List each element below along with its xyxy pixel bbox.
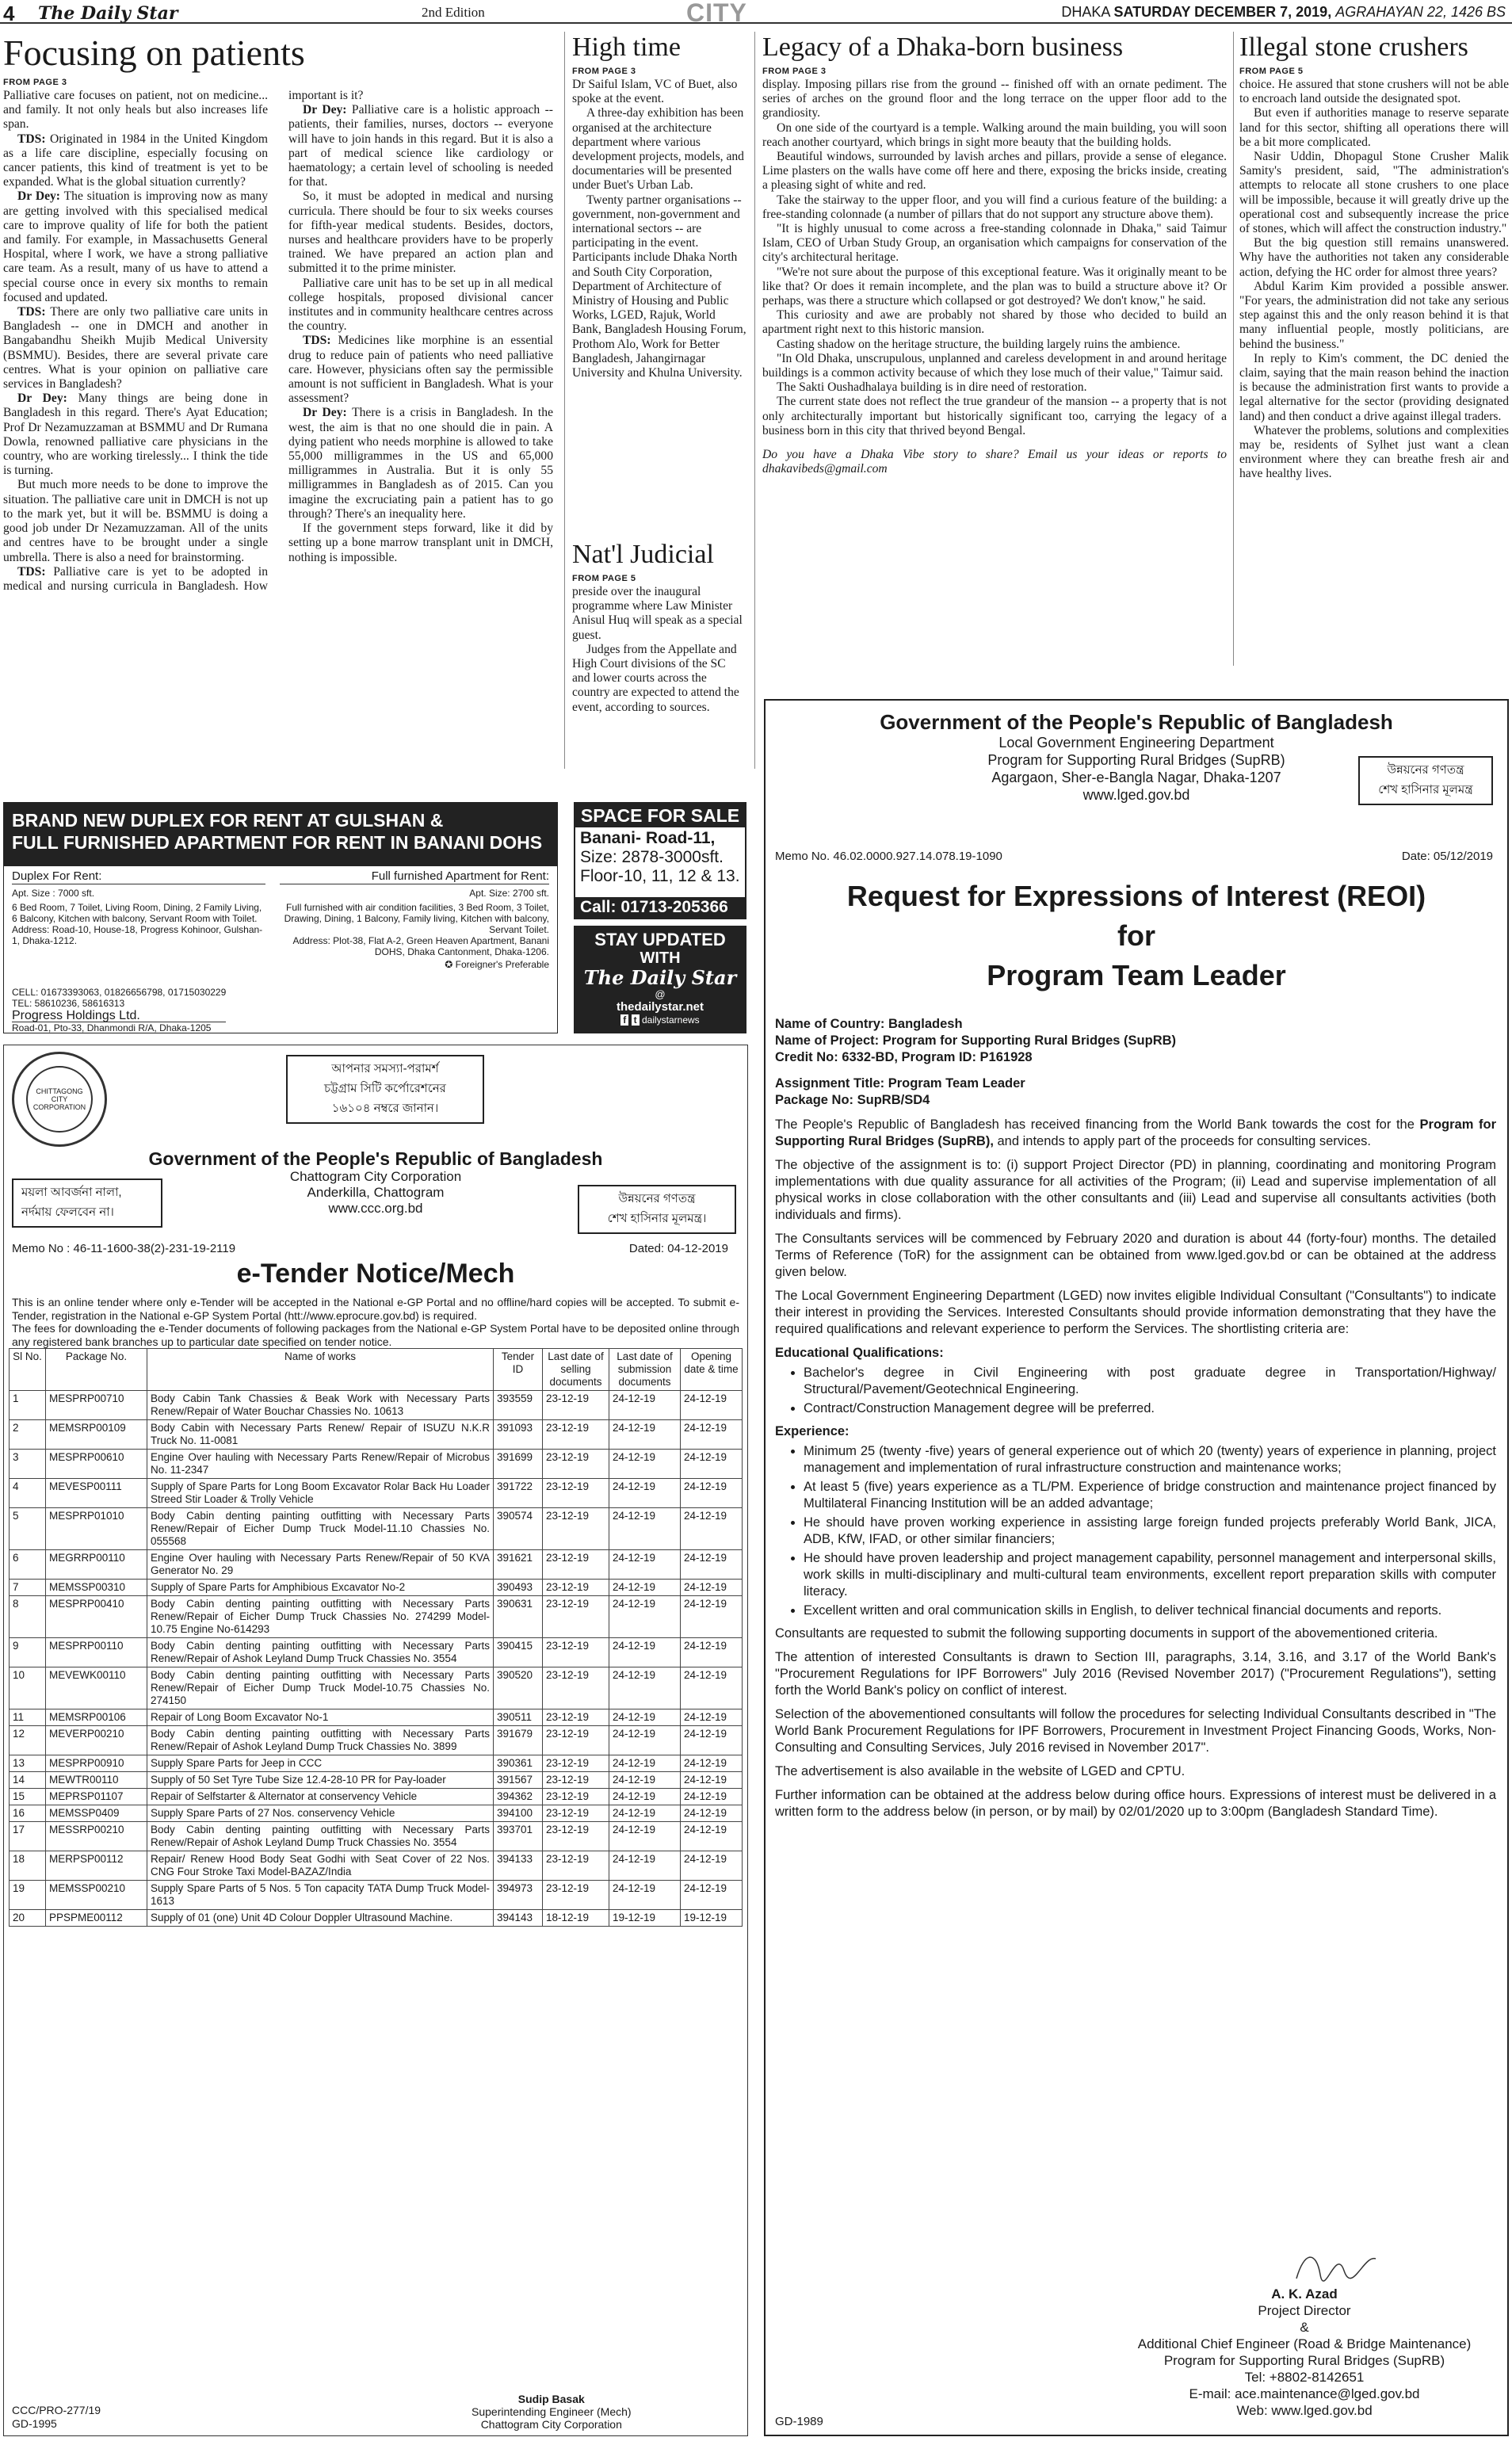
table-cell: Body Cabin denting painting outfitting with Necessary Parts Renew/Repair of Eicher Dump Truck Chassies No. 274299 Model-10.75 Engine No-614293 bbox=[147, 1596, 494, 1638]
paragraph: The Sakti Oushadhalaya building is in dire need of restoration. bbox=[777, 380, 1087, 395]
table-cell: 391699 bbox=[494, 1450, 543, 1479]
table-row bbox=[10, 1550, 743, 1580]
paragraph: TDS: There are only two palliative care units in Bangladesh -- one in DMCH and another in Bangabandhu Sheikh Mujib Medical University (BSMMU). Besides, there are several private care centres. What is your opinion on palliative care services in Bangladesh? bbox=[3, 305, 268, 392]
list-item: • Minimum 25 (twenty -five) years of general experience out of which 20 (twenty) years of experience in planning, project management and implementation of rural infrastructure construction and maintenance works; bbox=[804, 1443, 1496, 1476]
article-body bbox=[762, 78, 1227, 438]
article-focusing-on-patients bbox=[3, 32, 553, 769]
column-divider bbox=[1233, 32, 1234, 666]
table-cell: 391679 bbox=[494, 1726, 543, 1755]
table-row bbox=[10, 1881, 743, 1910]
table-cell: Body Cabin denting painting outfitting with Necessary Parts Renew/Repair of Eicher Dump Truck Model-11.10 Chassies No. 055568 bbox=[147, 1508, 494, 1550]
article-body bbox=[3, 89, 553, 594]
table-cell: 24-12-19 bbox=[609, 1580, 681, 1596]
table-cell: MESPRP00710 bbox=[46, 1391, 147, 1420]
column-header: Name of works bbox=[147, 1349, 494, 1391]
table-cell: 23-12-19 bbox=[543, 1450, 609, 1479]
table-cell: 5 bbox=[10, 1508, 46, 1550]
article-headline: High time bbox=[572, 32, 681, 62]
ad-headline: BRAND NEW DUPLEX FOR RENT AT GULSHAN & FULL FURNISHED APARTMENT FOR RENT IN BANANI DOHS bbox=[4, 803, 557, 866]
paragraph: On one side of the courtyard is a temple. Walking around the main building, you will soon reach another courtyard, which brings in sight more beauty that the building holds. bbox=[762, 120, 1227, 149]
table-row bbox=[10, 1667, 743, 1709]
table-cell: 6 bbox=[10, 1550, 46, 1580]
article-legacy-business bbox=[762, 32, 1227, 666]
paragraph: TDS: Palliative care is yet to be adopted in medical and nursing curricula in Bangladesh. How important is it? bbox=[3, 89, 364, 593]
table-cell: 24-12-19 bbox=[609, 1881, 681, 1910]
table-cell: 24-12-19 bbox=[609, 1822, 681, 1851]
article-headline: Nat'l Judicial bbox=[572, 540, 714, 569]
table-cell: 10 bbox=[10, 1667, 46, 1709]
table-cell: 23-12-19 bbox=[543, 1667, 609, 1709]
table-cell: 24-12-19 bbox=[681, 1638, 743, 1667]
ccc-seal: CHITTAGONG CITY CORPORATION bbox=[12, 1052, 107, 1147]
education-list bbox=[804, 1365, 1496, 1417]
paragraph: Dr Dey: Many things are being done in Bangladesh in this regard. There's Ayat Education; Prof Dr Nezamuzzaman at BSMMU and Dr Rumana Dowla, renowned palliative care physicians in the country, who are working tirelessly... I think the tide is turning. bbox=[3, 392, 268, 478]
table-cell: 24-12-19 bbox=[681, 1709, 743, 1726]
table-row bbox=[10, 1450, 743, 1479]
paragraph: TDS: Medicines like morphine is an essential drug to reduce pain of patients who need palliative care. However, physicians often say the permissible amount is not sufficient in Bangladesh. What is your assessment? bbox=[288, 334, 553, 406]
table-row bbox=[10, 1789, 743, 1805]
list-item: • Bachelor's degree in Civil Engineering with post graduate degree in Transportation/Highway/ Structural/Pavement/Geotechnical Engineering. bbox=[804, 1365, 1496, 1398]
from-page: FROM PAGE 5 bbox=[572, 574, 636, 583]
table-cell: MESPRP01010 bbox=[46, 1508, 147, 1550]
table-cell: 24-12-19 bbox=[609, 1479, 681, 1508]
paragraph: display. Imposing pillars rise from the ground -- finished off with an ornate pediment. The series of arches on the ground floor and the long terrace on the upper floor add to the grandiosity. bbox=[762, 78, 1227, 120]
table-cell: Repair/ Renew Hood Body Seat Godhi with Seat Cover of 22 Nos. CNG Four Stroke Taxi Model-BAZAZ/India bbox=[147, 1851, 494, 1881]
paragraph: But even if authorities manage to reserve separate land for this sector, shifting all operations there will be a bit more complicated. bbox=[1239, 106, 1509, 149]
experience-list bbox=[804, 1443, 1496, 1619]
table-cell: 17 bbox=[10, 1822, 46, 1851]
table-cell: 24-12-19 bbox=[609, 1391, 681, 1420]
table-cell: 24-12-19 bbox=[681, 1789, 743, 1805]
ad-right-title: Full furnished Apartment for Rent: bbox=[280, 871, 549, 884]
table-row bbox=[10, 1420, 743, 1450]
table-cell: 19-12-19 bbox=[609, 1910, 681, 1927]
paragraph: The current state does not reflect the true grandeur of the mansion -- a property that is not only architecturally important but historically significant too, carrying the legacy of a business born in this city that thrived beyond Bengal. bbox=[762, 395, 1227, 437]
table-cell: 18-12-19 bbox=[543, 1910, 609, 1927]
paragraph: Twenty partner organisations -- government, non-government and international sectors -- are participating in the event. Participants include Dhaka North and South City Corporation, Department of Architecture of Ministry of Housing and Public Works, LGED, Rajuk, World Bank, Bangladesh Housing Forum, Prothom Alo, Work for Better Bangladesh, Jahangirnagar University and Khulna University. bbox=[572, 193, 746, 380]
table-cell: 4 bbox=[10, 1479, 46, 1508]
paragraph: Palliative care unit has to be set up in all medical college hospitals, proposed divisional cancer institutes and in community healthcare centres across the country. bbox=[288, 276, 553, 334]
table-row bbox=[10, 1772, 743, 1789]
section-title: CITY bbox=[686, 0, 747, 27]
table-row bbox=[10, 1805, 743, 1822]
paragraph: Abdul Karim Kim provided a possible answer. "For years, the administration did not take any serious step against this and the only reason behind it is that many influential people, mostly politicians, are behind the business." bbox=[1239, 279, 1509, 351]
paragraph: Beautiful windows, surrounded by lavish arches and pillars, provide a sense of elegance. Lime plasters on the walls have come off here and there, exposing the bricks inside, creating a pleasing sight of white and red. bbox=[762, 150, 1227, 193]
table-cell: 390574 bbox=[494, 1508, 543, 1550]
table-cell: 23-12-19 bbox=[543, 1805, 609, 1822]
table-cell: 390511 bbox=[494, 1709, 543, 1726]
table-cell: 24-12-19 bbox=[681, 1851, 743, 1881]
signature-scribble bbox=[1289, 2243, 1384, 2290]
paragraph: "We're not sure about the purpose of this exceptional feature. Was it originally meant to be like that? Or does it remain incomplete, and the plan was to build a structure above it? Or perhaps, was there a structure which collapsed or got destroyed? We don't know," he said. bbox=[762, 265, 1227, 308]
table-cell: 24-12-19 bbox=[609, 1805, 681, 1822]
table-cell: Engine Over hauling with Necessary Parts Renew/Repair of 50 KVA Generator No. 29 bbox=[147, 1550, 494, 1580]
table-cell: 24-12-19 bbox=[681, 1420, 743, 1450]
table-cell: MEVEWK00110 bbox=[46, 1667, 147, 1709]
table-cell: 390493 bbox=[494, 1580, 543, 1596]
article-high-time bbox=[572, 32, 746, 531]
table-cell: 23-12-19 bbox=[543, 1726, 609, 1755]
table-cell: 24-12-19 bbox=[609, 1596, 681, 1638]
table-cell: Supply of Spare Parts for Amphibious Excavator No-2 bbox=[147, 1580, 494, 1596]
reoi-gov: Government of the People's Republic of Bangladesh bbox=[880, 710, 1393, 734]
table-cell: 23-12-19 bbox=[543, 1420, 609, 1450]
article-body bbox=[572, 585, 746, 715]
table-cell: PPSPME00112 bbox=[46, 1910, 147, 1927]
table-cell: 24-12-19 bbox=[609, 1851, 681, 1881]
list-item: • At least 5 (five) years experience as a TL/PM. Experience of bridge construction and maintenance project financed by Multilateral Financing Institution will be an added advantage; bbox=[804, 1479, 1496, 1512]
masthead bbox=[0, 0, 1512, 27]
table-cell: Body Cabin denting painting outfitting with Necessary Parts Renew/Repair of Ashok Leyland Dump Truck Chassies No. 3899 bbox=[147, 1726, 494, 1755]
table-cell: 394362 bbox=[494, 1789, 543, 1805]
duplex-rent-ad: BRAND NEW DUPLEX FOR RENT AT GULSHAN & FULL FURNISHED APARTMENT FOR RENT IN BANANI DOHS Duplex For Rent: Apt. Size : 7000 sft. 6 Bed Room, 7 Toilet, Living Room, Dining, 2 Family Living, 6 Balcony, Kitchen with balcony, Servant Room with Toilet. Address: Road-10, House-18, Progress Kohinoor, Gulshan-1, Dhaka-1212. Full furnished Apartment for Rent: Apt. Size: 2700 sft. Full furnished with air condition facilities, 3 Bed Room, 3 Toilet, Drawing, Dining, 1 Balcony, Family living, Kitchen with balcony, Servant Toilet. Address: Plot-38, Flat A-2, Green Heaven Apartment, Banani DOHS, Dhaka Cantonment, Dhaka-1206. ✪ Foreigner's Preferable CELL: 01673393063, 01826656798, 01715030229 TEL: 58610236, 58616313 Progress Holdings Ltd. Road-01, Pto-33, Dhanmondi R/A, Dhaka-1205 bbox=[3, 802, 558, 1033]
paragraph: Nasir Uddin, Dhopagul Stone Crusher Malik Samity's president, said, "The administration's attempts to relocate all stone crushers to one place will be impossible, because it will greatly drive up the operational cost and subsequently increase the price of stones, which will affect the construction industry." bbox=[1239, 150, 1509, 236]
table-cell: 23-12-19 bbox=[543, 1755, 609, 1772]
table-cell: 24-12-19 bbox=[609, 1638, 681, 1667]
table-row bbox=[10, 1580, 743, 1596]
column-divider bbox=[564, 32, 565, 769]
paragraph: TDS: Originated in 1984 in the United Kingdom as a life care discipline, especially focusing on cancer patients, this kind of treatment is yet to be expanded. What is the global situation currently? bbox=[3, 132, 268, 189]
table-cell: 24-12-19 bbox=[609, 1420, 681, 1450]
table-cell: Repair of Long Boom Excavator No-1 bbox=[147, 1709, 494, 1726]
table-cell: 23-12-19 bbox=[543, 1391, 609, 1420]
table-cell: 24-12-19 bbox=[681, 1755, 743, 1772]
table-cell: 24-12-19 bbox=[681, 1450, 743, 1479]
tender-title: e-Tender Notice/Mech bbox=[236, 1259, 515, 1289]
table-cell: MESSRP00210 bbox=[46, 1822, 147, 1851]
paragraph: Dr Dey: There is a crisis in Bangladesh. In the west, the aim is that no one should die in pain. A dying patient who needs morphine is allowed to take 55,000 milligrammes in the US and 65,000 milligrammes in Australia. But it is only 55 milligrammes in Bangladesh as of 2015. Can you imagine the excruciating pain a patient has to go through? There's an inequality here. bbox=[288, 406, 553, 521]
table-cell: 23-12-19 bbox=[543, 1479, 609, 1508]
table-cell: MEMSSP00210 bbox=[46, 1881, 147, 1910]
tender-gov: Government of the People's Republic of Bangladesh bbox=[148, 1148, 603, 1169]
paragraph: In reply to Kim's comment, the DC denied the claim, saying that the main reason behind the inaction is because the administration first wants to provide a legal alternative for the sector (providing designated land) and then conduct a drive against illegal traders. bbox=[1239, 351, 1509, 423]
table-cell: 23-12-19 bbox=[543, 1709, 609, 1726]
table-cell: 18 bbox=[10, 1851, 46, 1881]
table-cell: 16 bbox=[10, 1805, 46, 1822]
table-cell: MESPRP00410 bbox=[46, 1596, 147, 1638]
table-cell: MESPRP00110 bbox=[46, 1638, 147, 1667]
table-cell: 391567 bbox=[494, 1772, 543, 1789]
table-cell: 23-12-19 bbox=[543, 1851, 609, 1881]
table-cell: 24-12-19 bbox=[681, 1596, 743, 1638]
table-cell: 1 bbox=[10, 1391, 46, 1420]
table-cell: Body Cabin Tank Chassies & Beak Work with Necessary Parts Renew/Repair of Water Bouchar Chassies No. 10613 bbox=[147, 1391, 494, 1420]
table-cell: 24-12-19 bbox=[681, 1667, 743, 1709]
table-row bbox=[10, 1391, 743, 1420]
table-cell: 24-12-19 bbox=[681, 1479, 743, 1508]
table-cell: 12 bbox=[10, 1726, 46, 1755]
table-cell: 24-12-19 bbox=[609, 1450, 681, 1479]
table-cell: 390520 bbox=[494, 1667, 543, 1709]
table-cell: MEMSRP00109 bbox=[46, 1420, 147, 1450]
ad-left-title: Duplex For Rent: bbox=[12, 871, 265, 884]
paragraph: Palliative care focuses on patient, not on medicine... and family. It not only heals but also increases life span. bbox=[3, 89, 268, 132]
table-cell: Supply Spare Parts of 27 Nos. conservency Vehicle bbox=[147, 1805, 494, 1822]
tender-table bbox=[9, 1348, 743, 1927]
table-row bbox=[10, 1851, 743, 1881]
table-cell: 19 bbox=[10, 1881, 46, 1910]
table-cell: 394133 bbox=[494, 1851, 543, 1881]
table-row bbox=[10, 1755, 743, 1772]
reoi-signatory: A. K. Azad bbox=[1271, 2286, 1338, 2302]
table-cell: Body Cabin with Necessary Parts Renew/ Repair of ISUZU N.K.R Truck No. 11-0081 bbox=[147, 1420, 494, 1450]
table-row bbox=[10, 1508, 743, 1550]
table-cell: MESPRP00910 bbox=[46, 1755, 147, 1772]
table-cell: MEGRRP00110 bbox=[46, 1550, 147, 1580]
table-cell: Body Cabin denting painting outfitting with Necessary Parts Renew/Repair of Ashok Leyland Dump Truck Chassies No. 3554 bbox=[147, 1822, 494, 1851]
column-header: Opening date & time bbox=[681, 1349, 743, 1391]
table-cell: Body Cabin denting painting outfitting with Necessary Parts Renew/Repair of Ashok Leyland Dump Truck Chassies No. 3554 bbox=[147, 1638, 494, 1667]
paragraph: A three-day exhibition has been organised at the architecture department where various development projects, models, and documentaries will be presented under Buet's Urban Lab. bbox=[572, 106, 744, 193]
table-cell: 23-12-19 bbox=[543, 1772, 609, 1789]
paragraph: Whatever the problems, solutions and complexities may be, residents of Sylhet just want a clean environment where they can breathe fresh air and have healthy lives. bbox=[1239, 423, 1509, 481]
table-cell: 390631 bbox=[494, 1596, 543, 1638]
table-cell: 394973 bbox=[494, 1881, 543, 1910]
table-cell: 24-12-19 bbox=[681, 1580, 743, 1596]
paragraph: Casting shadow on the heritage structure, the building largely ruins the ambience. bbox=[777, 337, 1181, 351]
table-cell: 23-12-19 bbox=[543, 1881, 609, 1910]
facebook-icon: f bbox=[620, 1014, 628, 1026]
column-header: Package No. bbox=[46, 1349, 147, 1391]
table-cell: 23-12-19 bbox=[543, 1596, 609, 1638]
table-cell: 24-12-19 bbox=[609, 1726, 681, 1755]
column-header: Last date of submission documents bbox=[609, 1349, 681, 1391]
table-cell: Supply of 01 (one) Unit 4D Colour Doppler Ultrasound Machine. bbox=[147, 1910, 494, 1927]
table-cell: 24-12-19 bbox=[681, 1772, 743, 1789]
table-row bbox=[10, 1479, 743, 1508]
list-item: • Excellent written and oral communication skills in English, to deliver technical financial documents and reports. bbox=[804, 1603, 1496, 1619]
paragraph: If the government steps forward, like it did by setting up a bone marrow transplant unit in DMCH, nothing is impossible. bbox=[288, 521, 553, 564]
paragraph: This curiosity and awe are probably not shared by those who decided to build an apartment right next to this historic mansion. bbox=[762, 308, 1227, 337]
article-stone-crushers bbox=[1239, 32, 1509, 666]
paper-logo: The Daily Star bbox=[38, 3, 178, 24]
reoi-title: Request for Expressions of Interest (REOI) bbox=[846, 880, 1426, 912]
table-cell: 23-12-19 bbox=[543, 1638, 609, 1667]
article-body bbox=[572, 78, 746, 380]
table-cell: 24-12-19 bbox=[681, 1550, 743, 1580]
reoi-bn-slogan: উন্নয়নের গণতন্ত্র শেখ হাসিনার মূলমন্ত্র bbox=[1358, 756, 1493, 805]
paragraph: Dr Dey: The situation is improving now as many are getting involved with this specialised medical care to improve quality of life for both the patient and family. For example, in Massachusetts General Hospital, where I work, we have a strong palliative care team. As a result, many of us have to attend a special course once in every six months to remain focused and updated. bbox=[3, 189, 268, 304]
table-cell: 23-12-19 bbox=[543, 1550, 609, 1580]
table-cell: 390415 bbox=[494, 1638, 543, 1667]
paragraph: Take the stairway to the upper floor, and you will find a curious feature of the building: a free-standing colonnade (a number of pillars that do not support any structure above them). bbox=[762, 193, 1227, 221]
table-row bbox=[10, 1709, 743, 1726]
tender-signatory: Sudip Basak bbox=[517, 2393, 585, 2405]
dhaka-vibe-footer: Do you have a Dhaka Vibe story to share? Email us your ideas or reports to dhakavibeds@gmail.com bbox=[762, 448, 1227, 476]
table-cell: 24-12-19 bbox=[681, 1391, 743, 1420]
table-cell: 393701 bbox=[494, 1822, 543, 1851]
table-cell: Supply Spare Parts of 5 Nos. 5 Ton capacity TATA Dump Truck Model-1613 bbox=[147, 1881, 494, 1910]
table-cell: 394100 bbox=[494, 1805, 543, 1822]
paragraph: But the big question still remains unanswered. Why have the authorities not taken any considerable action, defying the HC order for almost three years? bbox=[1239, 236, 1509, 279]
table-row bbox=[10, 1726, 743, 1755]
e-tender-notice: CHITTAGONG CITY CORPORATION আপনার সমস্যা-পরামর্শ চট্টগ্রাম সিটি কর্পোরেশনের ১৬১০৪ নম্বরে জানান। Government of the People's Republic of Bangladesh Chattogram City Corporation Anderkilla, Chattogram www.ccc.org.bd ময়লা আবর্জনা নালা, নর্দমায় ফেলবেন না। উন্নয়নের গণতন্ত্র শেখ হাসিনার মূলমন্ত্র। Memo No : 46-11-1600-38(2)-231-19-2119 Dated: 04-12-2019 e-Tender Notice/Mech This is an online tender where only e-Tender will be accepted in the National e-GP Portal and no offline/hard copies will be accepted. To submit e-Tender, registration in the National e-GP System Portal (htt://www.eprocure.gov.bd) is required. The fees for downloading the e-Tender documents of following packages from the National e-GP System Portal have to be deposited online through any registered bank branches up to particular date specified on tender notice. Sl No. Package No. Name of works Tender ID Last date of selling documents Last date of submission documents Opening date & time 1 MESPRP00710 Body Cabin Tank Chassies & Beak Work with Necessary Parts Renew/Repair of Water Bouchar Chassies No. 10613 393559 23-12-19 24-12-19 24-12-19 2 MEMSRP00109 Body Cabin with Necessary Parts Renew/ Repair of ISUZU N.K.R Truck No. 11-0081 391093 23-12-19 24-12-19 24-12-19 3 MESPRP00610 Engine Over hauling with Necessary Parts Renew/Repair of Microbus No. 11-2347 391699 23-12-19 24-12-19 24-12-19 4 MEVESP00111 Supply of Spare Parts for Long Boom Excavator Rolar Back Hu Loader Streed Stir Loader & Trolly Vehicle 391722 23-12-19 24-12-19 24-12-19 5 MESPRP01010 Body Cabin denting painting outfitting with Necessary Parts Renew/Repair of Eicher Dump Truck Model-11.10 Chassies No. 055568 390574 23-12-19 24-12-19 24-12-19 6 MEGRRP00110 Engine Over hauling with Necessary Parts Renew/Repair of 50 KVA Generator No. 29 391621 23-12-19 24-12-19 24-12-19 7 MEMSSP00310 Supply of Spare Parts for Amphibious Excavator No-2 390493 23-12-19 24-12-19 24-12-19 8 MESPRP00410 Body Cabin denting painting outfitting with Necessary Parts Renew/Repair of Eicher Dump Truck Chassies No. 274299 Model-10.75 Engine No-614293 390631 23-12-19 24-12-19 24-12-19 9 MESPRP00110 Body Cabin denting painting outfitting with Necessary Parts Renew/Repair of Ashok Leyland Dump Truck Chassies No. 3554 390415 23-12-19 24-12-19 24-12-19 10 MEVEWK00110 Body Cabin denting painting outfitting with Necessary Parts Renew/Repair of Eicher Dump Truck Model-10.75 Chassies No. 274150 390520 23-12-19 24-12-19 24-12-19 11 MEMSRP00106 Repair of Long Boom Excavator No-1 390511 23-12-19 24-12-19 24-12-19 12 MEVERP00210 Body Cabin denting painting outfitting with Necessary Parts Renew/Repair of Ashok Leyland Dump Truck Chassies No. 3899 391679 23-12-19 24-12-19 24-12-19 13 MESPRP00910 Supply Spare Parts for Jeep in CCC 390361 23-12-19 24-12-19 24-12-19 14 MEWTR00110 Supply of 50 Set Tyre Tube Size 12.4-28-10 PR for Pay-loader 391567 23-12-19 24-12-19 24-12-19 15 MEPRSP01107 Repair of Selfstarter & Alternator at conservency Vehicle 394362 23-12-19 24-12-19 24-12-19 16 MEMSSP0409 Supply Spare Parts of 27 Nos. conservency Vehicle 394100 23-12-19 24-12-19 24-12-19 17 MESSRP00210 Body Cabin denting painting outfitting with Necessary Parts Renew/Repair of Ashok Leyland Dump Truck Chassies No. 3554 393701 23-12-19 24-12-19 24-12-19 18 MERPSP00112 Repair/ Renew Hood Body Seat Godhi with Seat Cover of 22 Nos. CNG Four Stroke Taxi Model-BAZAZ/India 394133 23-12-19 24-12-19 24-12-19 19 MEMSSP00210 Supply Spare Parts of 5 Nos. 5 Ton capacity TATA Dump Truck Model-1613 394973 23-12-19 24-12-19 24-12-19 20 PPSPME00112 Supply of 01 (one) Unit 4D Colour Doppler Ultrasound Machine. 394143 18-12-19 19-12-19 19-12-19 CCC/PRO-277/19 GD-1995 Sudip Basak Superintending Engineer (Mech) Chattogram City Corporation bbox=[3, 1045, 748, 2436]
table-cell: 23-12-19 bbox=[543, 1580, 609, 1596]
table-cell: 24-12-19 bbox=[609, 1550, 681, 1580]
bn-notice-left: ময়লা আবর্জনা নালা, নর্দমায় ফেলবেন না। bbox=[12, 1178, 162, 1228]
table-cell: 391621 bbox=[494, 1550, 543, 1580]
table-cell: Engine Over hauling with Necessary Parts Renew/Repair of Microbus No. 11-2347 bbox=[147, 1450, 494, 1479]
from-page: FROM PAGE 3 bbox=[3, 78, 67, 87]
article-headline: Legacy of a Dhaka-born business bbox=[762, 32, 1124, 62]
table-cell: 20 bbox=[10, 1910, 46, 1927]
table-cell: 24-12-19 bbox=[609, 1772, 681, 1789]
reoi-notice: Government of the People's Republic of Bangladesh Local Government Engineering Department Program for Supporting Rural Bridges (SupRB) Agargaon, Sher-e-Bangla Nagar, Dhaka-1207 www.lged.gov.bd উন্নয়নের গণতন্ত্র শেখ হাসিনার মূলমন্ত্র Memo No. 46.02.0000.927.14.078.19-1090 Date: 05/12/2019 Request for Expressions of Interest (REOI) for Program Team Leader Name of Country: Bangladesh Name of Project: Program for Supporting Rural Bridges (SupRB) Credit No: 6332-BD, Program ID: P161928 Assignment Title: Program Team Leader Package No: SupRB/SD4 The People's Republic of Bangladesh has received financing from the World Bank towards the cost for the Program for Supporting Rural Bridges (SupRB), and intends to apply part of the proceeds for consulting services. The objective of the assignment is to: (i) support Project Director (PD) in planning, coordinating and monitoring Program implementations with due quality assurance for all activities of the Program; (ii) Lead and supervise implementation of all physical works in close collaboration with the other consultants and (iii) Lead and supervise all consultants activities (both individuals and firms). The Consultants services will be commenced by February 2020 and duration is about 44 (forty-four) months. The detailed Terms of Reference (ToR) for the assignment can be obtained from www.lged.gov.bd or can be obtained at the address given below. The Local Government Engineering Department (LGED) now invites eligible Individual Consultant ("Consultants") to indicate their interest in providing the Services. Interested Consultants should provide information demonstrating that they have the required qualifications and relevant experience to perform the Services. The shortlisting criteria are: Educational Qualifications: • Bachelor's degree in Civil Engineering with post graduate degree in Transportation/Highway/ Structural/Pavement/Geotechnical Engineering. • Contract/Construction Management degree will be preferred. Experience: • Minimum 25 (twenty -five) years of general experience out of which 20 (twenty) years of experience in planning, project management and implementation of rural infrastructure construction and maintenance works; • At least 5 (five) years experience as a TL/PM. Experience of bridge construction and maintenance project financed by Multilateral Financing Institution will be an added advantage; • He should have proven working experience in assisting large foreign funded projects preferably World Bank, JICA, ADB, KfW, IFAD, or other similar financiers; • He should have proven leadership and project management capability, personnel management and interpersonal skills, work skills in multi-disciplinary and multi-cultural team environments, excellent report preparation skills with computer literacy. • Excellent written and oral communication skills in English, to deliver technical financial documents and reports. Consultants are requested to submit the following supporting documents in support of the abovementioned criteria. The attention of interested Consultants is drawn to Section III, paragraphs, 3.14, 3.16, and 3.17 of the World Bank's "Procurement Regulations for IPF Borrowers" July 2016 (Revised November 2017) ("Procurement Regulations"), setting forth the World Bank's policy on conflict of interest. Selection of the abovementioned consultants will follow the procedures for selecting Individual Consultants described in "The World Bank Procurement Regulations for IPF Borrowers, Procurement in Investment Project Financing Goods, Works, Non-Consulting and Consulting Services, July 2016 revised in November 2017". The advertisement is also available in the website of LGED and CPTU. Further information can be obtained at the address below during office hours. Expressions of interest must be delivered in a written form to the address below (in person, or by mail) by 02/01/2020 up to 3:00pm (Bangladesh Standard Time). A. K. Azad Project Director & Additional Chief Engineer (Road & Bridge Maintenance) Program for Supporting Rural Bridges (SupRB) Tel: +8802-8142651 E-mail: ace.maintenance@lged.gov.bd Web: www.lged.gov.bd GD-1989 bbox=[764, 699, 1509, 2436]
stay-updated-ad: STAY UPDATED WITH The Daily Star @ thedailystar.net f t dailystarnews bbox=[574, 926, 746, 1033]
table-cell: 11 bbox=[10, 1709, 46, 1726]
table-cell: 24-12-19 bbox=[609, 1508, 681, 1550]
paragraph: So, it must be adopted in medical and nursing curricula. There should be four to six weeks courses for fifth-year medical students. Besides, doctors, nurses and healthcare providers have to be properly trained. We have prepared an action plan and submitted it to the prime minister. bbox=[288, 189, 553, 276]
table-cell: Repair of Selfstarter & Alternator at conservency Vehicle bbox=[147, 1789, 494, 1805]
paragraph: "In Old Dhaka, unscrupulous, unplanned and careless development in and around heritage buildings is a common activity because of which they lose much of their value," Taimur said. bbox=[762, 351, 1227, 380]
table-cell: 7 bbox=[10, 1580, 46, 1596]
table-cell: 390361 bbox=[494, 1755, 543, 1772]
from-page: FROM PAGE 5 bbox=[1239, 67, 1304, 76]
table-cell: MEPRSP01107 bbox=[46, 1789, 147, 1805]
table-cell: 391093 bbox=[494, 1420, 543, 1450]
list-item: • He should have proven working experience in assisting large foreign funded projects preferably World Bank, JICA, ADB, KfW, IFAD, or other similar financiers; bbox=[804, 1515, 1496, 1548]
from-page: FROM PAGE 3 bbox=[572, 67, 636, 76]
table-row bbox=[10, 1638, 743, 1667]
edition-label: 2nd Edition bbox=[422, 5, 485, 20]
article-headline: Focusing on patients bbox=[3, 32, 305, 73]
article-body bbox=[1239, 78, 1509, 482]
table-cell: MERPSP00112 bbox=[46, 1851, 147, 1881]
table-cell: Supply Spare Parts for Jeep in CCC bbox=[147, 1755, 494, 1772]
dateline: DHAKA SATURDAY DECEMBER 7, 2019, AGRAHAYAN 22, 1426 BS bbox=[1061, 4, 1506, 20]
paragraph: "It is highly unusual to come across a free-standing colonnade in Dhaka," said Taimur Islam, CEO of Urban Study Group, an organisation which campaigns for conservation of the city's architectural heritage. bbox=[762, 222, 1227, 265]
table-cell: 23-12-19 bbox=[543, 1789, 609, 1805]
table-cell: 394143 bbox=[494, 1910, 543, 1927]
table-cell: MEMSRP00106 bbox=[46, 1709, 147, 1726]
table-cell: 19-12-19 bbox=[681, 1910, 743, 1927]
table-cell: MEMSSP00310 bbox=[46, 1580, 147, 1596]
table-row bbox=[10, 1596, 743, 1638]
table-cell: 15 bbox=[10, 1789, 46, 1805]
table-cell: MEVESP00111 bbox=[46, 1479, 147, 1508]
table-cell: MEMSSP0409 bbox=[46, 1805, 147, 1822]
bn-notice-right: উন্নয়নের গণতন্ত্র শেখ হাসিনার মূলমন্ত্র। bbox=[578, 1185, 736, 1234]
table-cell: 391722 bbox=[494, 1479, 543, 1508]
table-cell: Supply of 50 Set Tyre Tube Size 12.4-28-10 PR for Pay-loader bbox=[147, 1772, 494, 1789]
list-item: • He should have proven leadership and project management capability, personnel management and interpersonal skills, work skills in multi-disciplinary and multi-cultural team environments, excellent report preparation skills with computer literacy. bbox=[804, 1550, 1496, 1600]
paragraph: choice. He assured that stone crushers will not be able to encroach land outside the designated spot. bbox=[1239, 78, 1509, 106]
table-cell: Supply of Spare Parts for Long Boom Excavator Rolar Back Hu Loader Streed Stir Loader & Trolly Vehicle bbox=[147, 1479, 494, 1508]
list-item: • Contract/Construction Management degree will be preferred. bbox=[804, 1400, 1496, 1417]
table-cell: 23-12-19 bbox=[543, 1508, 609, 1550]
table-cell: 8 bbox=[10, 1596, 46, 1638]
table-cell: MEWTR00110 bbox=[46, 1772, 147, 1789]
table-cell: 393559 bbox=[494, 1391, 543, 1420]
table-cell: 23-12-19 bbox=[543, 1822, 609, 1851]
table-cell: 24-12-19 bbox=[681, 1881, 743, 1910]
table-cell: 24-12-19 bbox=[609, 1667, 681, 1709]
paragraph: But much more needs to be done to improve the situation. The palliative care unit in DMCH is not up to the mark yet, but it will be. BSMMU is doing a good job under Dr Nezamuzzaman. All of the units and centres have to be brought under a single umbrella. There is also a need for brainstorming. bbox=[3, 478, 268, 564]
table-cell: Body Cabin denting painting outfitting with Necessary Parts Renew/Repair of Eicher Dump Truck Model-10.75 Chassies No. 274150 bbox=[147, 1667, 494, 1709]
table-cell: 3 bbox=[10, 1450, 46, 1479]
table-cell: 13 bbox=[10, 1755, 46, 1772]
table-cell: 14 bbox=[10, 1772, 46, 1789]
table-cell: 2 bbox=[10, 1420, 46, 1450]
paragraph: Judges from the Appellate and High Court divisions of the SC and lower courts across the country are expected to attend the event, according to sources. bbox=[572, 642, 739, 714]
table-cell: 9 bbox=[10, 1638, 46, 1667]
company-name: Progress Holdings Ltd. bbox=[12, 1010, 226, 1022]
table-cell: 24-12-19 bbox=[609, 1789, 681, 1805]
star-icon: ✪ bbox=[445, 959, 453, 970]
space-for-sale-ad: SPACE FOR SALE Banani- Road-11, Size: 2878-3000sft. Floor-10, 11, 12 & 13. Call: 01713-205366 bbox=[574, 802, 746, 919]
table-cell: 24-12-19 bbox=[681, 1805, 743, 1822]
bn-notice-top: আপনার সমস্যা-পরামর্শ চট্টগ্রাম সিটি কর্পোরেশনের ১৬১০৪ নম্বরে জানান। bbox=[286, 1055, 484, 1124]
table-cell: 24-12-19 bbox=[681, 1822, 743, 1851]
table-cell: 24-12-19 bbox=[681, 1508, 743, 1550]
column-header: Last date of selling documents bbox=[543, 1349, 609, 1391]
table-cell: 24-12-19 bbox=[681, 1726, 743, 1755]
table-cell: MEVERP00210 bbox=[46, 1726, 147, 1755]
table-cell: 24-12-19 bbox=[609, 1755, 681, 1772]
column-header: Sl No. bbox=[10, 1349, 46, 1391]
table-row bbox=[10, 1910, 743, 1927]
column-divider bbox=[754, 32, 755, 769]
article-headline: Illegal stone crushers bbox=[1239, 32, 1468, 62]
article-natl-judicial bbox=[572, 539, 746, 773]
table-row bbox=[10, 1822, 743, 1851]
table-cell: MESPRP00610 bbox=[46, 1450, 147, 1479]
paragraph: Dr Dey: Palliative care is a holistic approach -- patients, their families, nurses, doctors -- everyone will have to join hands in this regard. But it is also a part of medical science like cardiology or haematology; a certain level of schooling is needed for that. bbox=[288, 103, 553, 189]
table-cell: 24-12-19 bbox=[609, 1709, 681, 1726]
from-page: FROM PAGE 3 bbox=[762, 67, 827, 76]
page-number: 4 bbox=[3, 2, 15, 25]
twitter-icon: t bbox=[632, 1014, 640, 1026]
paragraph: Dr Saiful Islam, VC of Buet, also spoke at the event. bbox=[572, 78, 738, 106]
column-header: Tender ID bbox=[494, 1349, 543, 1391]
paragraph: preside over the inaugural programme where Law Minister Anisul Huq will speak as a special guest. bbox=[572, 585, 743, 642]
